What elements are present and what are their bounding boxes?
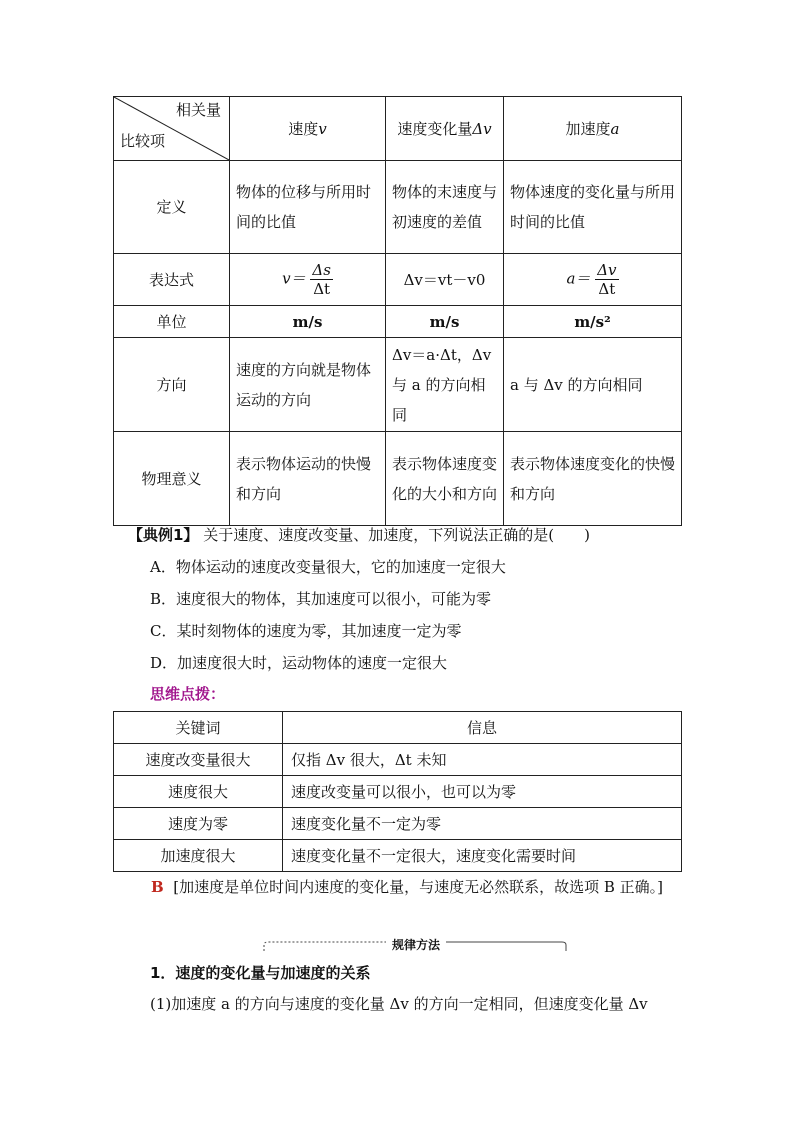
section-paragraph: (1)加速度 a 的方向与速度的变化量 Δv 的方向一定相同，但速度变化量 Δv (150, 995, 648, 1013)
keyword-cell: 速度很大 (114, 776, 283, 808)
row-unit (114, 306, 682, 338)
row-label: 定义 (114, 161, 230, 254)
table-cell: 表示物体运动的快慢和方向 (230, 432, 386, 526)
table-cell: m/s (386, 306, 504, 338)
keyword-cell: 速度改变量很大 (114, 744, 283, 776)
corner-bottom-label: 比较项 (120, 132, 166, 150)
answer-letter: B (151, 878, 164, 896)
velocity-formula: v＝ $\frac{\Delta s}{\Delta t}$ (230, 254, 386, 306)
table-cell: 物体速度的变化量与所用时间的比值 (504, 161, 682, 254)
table-header-row (114, 97, 682, 161)
keyword-header: 关键词 (114, 712, 283, 744)
row-label: 表达式 (114, 254, 230, 306)
table-cell: 物体的位移与所用时间的比值 (230, 161, 386, 254)
velocity-change-formula: Δv＝vt－v0 (386, 254, 504, 306)
corner-cell (114, 97, 230, 161)
table-cell: m/s (230, 306, 386, 338)
option-b: B．速度很大的物体，其加速度可以很小，可能为零 (150, 590, 492, 608)
table-cell: a 与 Δv 的方向相同 (504, 338, 682, 432)
example-question (128, 524, 590, 545)
example-tag: 【典例1】 (128, 526, 199, 544)
method-divider (262, 935, 568, 957)
question-text: 关于速度、速度改变量、加速度，下列说法正确的是( ) (203, 526, 590, 544)
table-cell: 表示物体速度变化的大小和方向 (386, 432, 504, 526)
info-cell: 速度变化量不一定为零 (283, 808, 682, 840)
table-row (114, 840, 682, 872)
option-c: C．某时刻物体的速度为零，其加速度一定为零 (150, 622, 462, 640)
table-cell: 速度的方向就是物体运动的方向 (230, 338, 386, 432)
row-physical-meaning (114, 432, 682, 526)
header-velocity: 速度v (230, 97, 386, 161)
info-cell: 速度改变量可以很小，也可以为零 (283, 776, 682, 808)
header-velocity-change: 速度变化量Δv (386, 97, 504, 161)
keyword-header-row (114, 712, 682, 744)
row-label: 物理意义 (114, 432, 230, 526)
corner-top-label: 相关量 (175, 101, 221, 119)
option-d: D．加速度很大时，运动物体的速度一定很大 (150, 654, 448, 672)
info-header: 信息 (283, 712, 682, 744)
info-cell: 仅指 Δv 很大，Δt 未知 (283, 744, 682, 776)
table-row (114, 808, 682, 840)
keyword-cell: 速度为零 (114, 808, 283, 840)
option-a: A．物体运动的速度改变量很大，它的加速度一定很大 (150, 558, 506, 576)
table-row (114, 776, 682, 808)
answer-text: [加速度是单位时间内速度的变化量，与速度无必然联系，故选项 B 正确。] (173, 878, 664, 896)
row-expression (114, 254, 682, 306)
info-cell: 速度变化量不一定很大，速度变化需要时间 (283, 840, 682, 872)
row-direction (114, 338, 682, 432)
keyword-cell: 加速度很大 (114, 840, 283, 872)
divider-label: 规律方法 (392, 938, 441, 952)
header-acceleration: 加速度a (504, 97, 682, 161)
comparison-table (113, 96, 682, 526)
row-definition (114, 161, 682, 254)
thinking-hint-label: 思维点拨： (150, 685, 226, 703)
row-label: 单位 (114, 306, 230, 338)
table-cell: 表示物体速度变化的快慢和方向 (504, 432, 682, 526)
section-heading: 1．速度的变化量与加速度的关系 (150, 964, 371, 982)
table-row (114, 744, 682, 776)
table-cell: m/s² (504, 306, 682, 338)
keyword-table (113, 711, 682, 872)
row-label: 方向 (114, 338, 230, 432)
table-cell: Δv＝a·Δt，Δv与 a 的方向相同 (386, 338, 504, 432)
answer-explanation (113, 872, 681, 903)
table-cell: 物体的末速度与初速度的差值 (386, 161, 504, 254)
acceleration-formula: a＝ $\frac{\Delta v}{\Delta t}$ (504, 254, 682, 306)
